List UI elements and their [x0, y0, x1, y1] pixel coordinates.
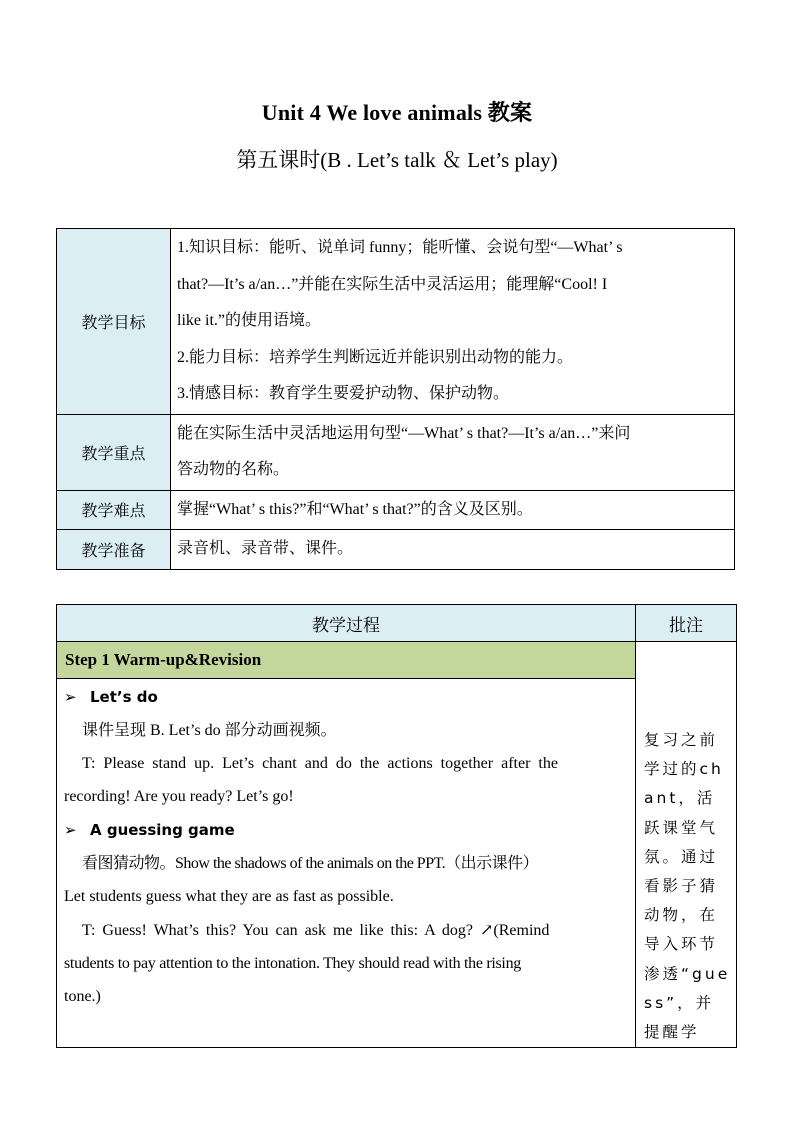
- step-body-row: [57, 678, 737, 1048]
- paragraph-line: Let students guess what they are as fast as possible.: [64, 888, 394, 906]
- process-header-row: [57, 605, 737, 642]
- step-title: Step 1 Warm-up&Revision: [57, 642, 636, 679]
- row-label: 教学重点: [57, 414, 171, 490]
- objectives-row-preparation: [57, 530, 735, 570]
- content-line: 录音机、录音带、课件。: [177, 540, 354, 557]
- content-line: like it.”的使用语境。: [177, 312, 321, 329]
- row-label: 教学难点: [57, 490, 171, 530]
- process-column-header: 教学过程: [57, 605, 636, 642]
- objectives-table: [56, 228, 735, 570]
- row-content: [171, 229, 735, 415]
- bullet-arrow-icon: ➢: [64, 687, 77, 706]
- content-line: that?—It’s a/an…”并能在实际生活中灵活运用；能理解“Cool! I: [177, 275, 608, 293]
- bullet-arrow-icon: ➢: [64, 820, 77, 839]
- content-line: 能在实际生活中灵活地运用句型“—What’ s that?—It’s a/an…”来问: [177, 424, 631, 442]
- paragraph-line: 课件呈现 B. Let’s do 部分动画视频。: [82, 721, 337, 739]
- section-title: A guessing game: [90, 820, 235, 839]
- section-heading-lets-do: [64, 681, 628, 714]
- objectives-row-goals: [57, 229, 735, 415]
- objectives-row-key-points: [57, 414, 735, 490]
- row-content: [171, 490, 735, 530]
- page-title: Unit 4 We love animals 教案: [261, 100, 533, 125]
- row-content: [171, 530, 735, 570]
- step-body: [57, 678, 636, 1048]
- page-subtitle: 第五课时(B . Let’s talk ＆ Let’s play): [236, 148, 558, 172]
- paragraph-line: students to pay attention to the intonation. They should read with the rising: [64, 954, 521, 972]
- content-line: 2.能力目标：培养学生判断远近并能识别出动物的能力。: [177, 348, 574, 366]
- paragraph-line: 看图猜动物。Show the shadows of the animals on the PPT.（出示课件）: [82, 855, 539, 873]
- objectives-row-difficulties: [57, 490, 735, 530]
- paragraph-line: T: Please stand up. Let’s chant and do the actions together after the: [82, 755, 558, 773]
- row-label: 教学目标: [57, 229, 171, 415]
- notes-column-header: 批注: [636, 605, 737, 642]
- process-table: [56, 604, 737, 1048]
- content-line: 1.知识目标：能听、说单词 funny；能听懂、会说句型“—What’ s: [177, 239, 623, 256]
- section-title: Let’s do: [90, 687, 158, 706]
- content-line: 答动物的名称。: [177, 461, 290, 478]
- paragraph-line: T: Guess! What’s this? You can ask me like this: A dog? ↗(Remind: [82, 921, 550, 939]
- paragraph-line: recording! Are you ready? Let’s go!: [64, 788, 294, 806]
- row-content: [171, 414, 735, 490]
- content-line: 掌握“What’ s this?”和“What’ s that?”的含义及区别。: [177, 500, 533, 518]
- content-line: 3.情感目标：教育学生要爱护动物、保护动物。: [177, 385, 510, 402]
- row-label: 教学准备: [57, 530, 171, 570]
- section-heading-guessing-game: [64, 814, 628, 847]
- paragraph-line: tone.): [64, 988, 101, 1006]
- step-row: [57, 642, 737, 679]
- note-cell: 复习之前学过的chant，活跃课堂气氛。通过看影子猜动物，在导入环节渗透“guess”，并提醒学: [636, 642, 737, 1048]
